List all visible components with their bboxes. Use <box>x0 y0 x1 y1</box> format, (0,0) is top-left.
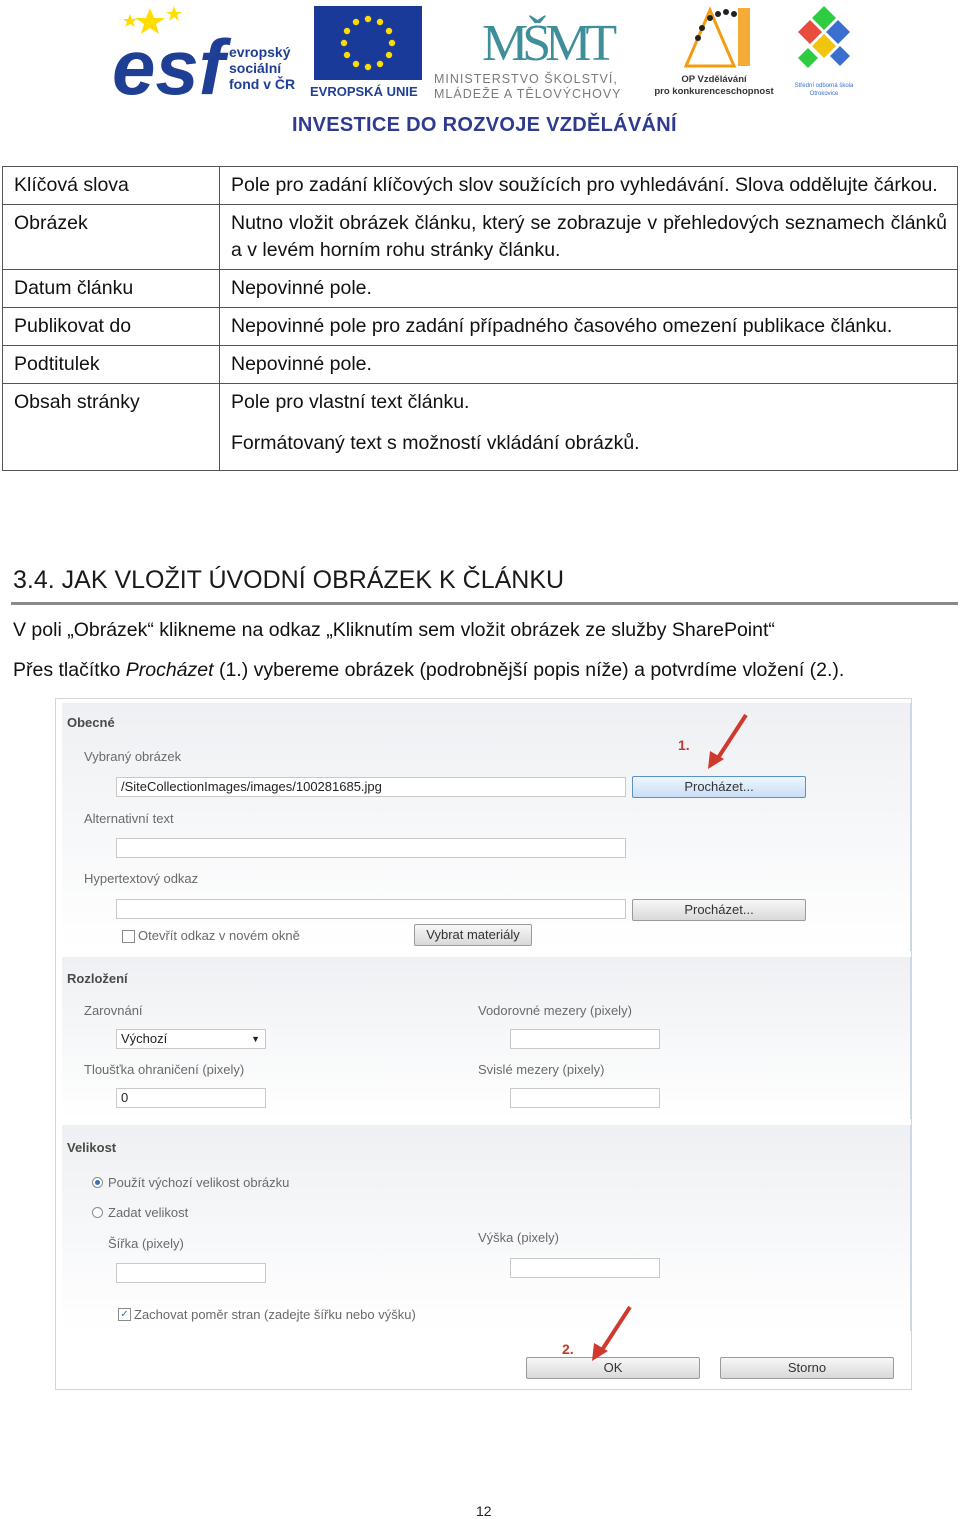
keep-ratio-label: Zachovat poměr stran (zadejte šířku nebo výšku) <box>134 1307 416 1322</box>
alt-text-label: Alternativní text <box>84 811 174 826</box>
description-text: Formátovaný text s možností vkládání obrázků. <box>231 432 640 454</box>
select-materials-button[interactable]: Vybrat materiály <box>414 924 532 946</box>
para2-text: (1.) vybereme obrázek (podrobnější popis níže) a potvrdíme vložení (2.). <box>213 659 845 681</box>
description-text: Nepovinné pole pro zadání případného časového omezení publikace článku. <box>231 315 893 337</box>
school-logo <box>794 4 856 78</box>
field-description-cell <box>220 270 958 308</box>
width-label: Šířka (pixely) <box>108 1236 184 1251</box>
msmt-logo-text <box>434 72 622 102</box>
field-name-cell: Publikovat do <box>3 308 220 346</box>
instruction-paragraph-2 <box>13 659 844 682</box>
width-input[interactable] <box>116 1263 266 1283</box>
field-name-cell: Podtitulek <box>3 346 220 384</box>
general-section <box>62 703 911 951</box>
msmt-text-line: MLÁDEŽE A TĚLOVÝCHOVY <box>434 87 622 101</box>
esf-wordmark: esf <box>112 23 225 111</box>
vertical-spacing-label: Svislé mezery (pixely) <box>478 1062 605 1077</box>
field-description-cell <box>220 167 958 205</box>
image-properties-dialog <box>55 698 912 1390</box>
default-size-radio[interactable] <box>92 1177 103 1188</box>
horizontal-spacing-input[interactable] <box>510 1029 660 1049</box>
msmt-wordmark: MŠMT <box>482 15 612 72</box>
op-logo-text <box>651 74 777 98</box>
page-number: 12 <box>476 1503 492 1519</box>
default-size-label: Použít výchozí velikost obrázku <box>108 1175 290 1190</box>
field-description-cell <box>220 384 958 471</box>
msmt-text-line: MINISTERSTVO ŠKOLSTVÍ, <box>434 72 618 86</box>
esf-text-line: fond v ČR <box>229 76 296 92</box>
layout-section <box>62 957 911 1119</box>
size-section-title: Velikost <box>67 1140 117 1155</box>
field-name-cell: Datum článku <box>3 270 220 308</box>
layout-section-title: Rozložení <box>67 971 128 986</box>
alt-text-input[interactable] <box>116 838 626 858</box>
border-thickness-label: Tloušťka ohraničení (pixely) <box>84 1062 245 1077</box>
custom-size-radio[interactable] <box>92 1207 103 1218</box>
esf-text-line: evropský <box>229 44 291 60</box>
description-text: Nepovinné pole. <box>231 353 372 375</box>
school-text-line: Střední odborná škola <box>794 83 854 89</box>
school-logo-text <box>792 82 856 98</box>
vertical-spacing-input[interactable] <box>510 1088 660 1108</box>
field-description-cell <box>220 308 958 346</box>
para2-text: Přes tlačítko <box>13 659 126 681</box>
alignment-value: Výchozí <box>121 1031 168 1046</box>
custom-size-label: Zadat velikost <box>108 1205 189 1220</box>
alignment-label: Zarovnání <box>84 1003 143 1018</box>
callout-step-2: 2. <box>562 1341 574 1357</box>
alignment-select[interactable] <box>116 1029 266 1049</box>
field-description-cell <box>220 346 958 384</box>
table-row <box>3 205 958 270</box>
school-text-line: Otrokovice <box>809 91 839 97</box>
browse-button[interactable]: Procházet... <box>632 776 806 798</box>
field-description-cell <box>220 205 958 270</box>
esf-logo-text <box>229 44 295 92</box>
ok-button[interactable]: OK <box>526 1357 700 1379</box>
field-name-cell: Klíčová slova <box>3 167 220 205</box>
red-arrow-icon <box>704 711 752 771</box>
description-text: Pole pro zadání klíčových slov soužících pro vyhledávání. Slova oddělujte čárkou. <box>231 174 938 196</box>
horizontal-spacing-label: Vodorovné mezery (pixely) <box>478 1003 632 1018</box>
selected-image-input[interactable]: /SiteCollectionImages/images/100281685.jpg <box>116 777 626 797</box>
field-name-cell: Obrázek <box>3 205 220 270</box>
table-row <box>3 270 958 308</box>
hyperlink-label: Hypertextový odkaz <box>84 871 199 886</box>
heading-underline <box>11 602 958 605</box>
esf-logo <box>112 4 225 111</box>
border-thickness-input[interactable]: 0 <box>116 1088 266 1108</box>
selected-image-label: Vybraný obrázek <box>84 749 182 764</box>
height-input[interactable] <box>510 1258 660 1278</box>
hyperlink-input[interactable] <box>116 899 626 919</box>
open-new-window-label: Otevřít odkaz v novém okně <box>138 928 300 943</box>
table-row <box>3 346 958 384</box>
keep-ratio-checkbox[interactable]: ✓ <box>118 1308 131 1321</box>
logo-banner <box>0 0 960 145</box>
dropdown-arrow-icon: ▼ <box>251 1034 260 1044</box>
slogan: INVESTICE DO ROZVOJE VZDĚLÁVÁNÍ <box>292 114 677 136</box>
op-logo <box>676 4 754 72</box>
field-name-cell: Obsah stránky <box>3 384 220 471</box>
cancel-button[interactable]: Storno <box>720 1357 894 1379</box>
eu-caption: EVROPSKÁ UNIE <box>310 84 418 99</box>
description-text: Nepovinné pole. <box>231 277 372 299</box>
esf-text-line: sociální <box>229 60 282 76</box>
field-description-table <box>2 166 958 471</box>
red-arrow-icon <box>588 1303 636 1363</box>
browse-link-button[interactable]: Procházet... <box>632 899 806 921</box>
table-row <box>3 167 958 205</box>
table-row <box>3 308 958 346</box>
op-text-line: pro konkurenceschopnost <box>654 86 774 97</box>
table-row <box>3 384 958 471</box>
section-heading: 3.4. JAK VLOŽIT ÚVODNÍ OBRÁZEK K ČLÁNKU <box>13 566 565 594</box>
instruction-paragraph-1: V poli „Obrázek“ klikneme na odkaz „Kliknutím sem vložit obrázek ze služby SharePoint“ <box>13 619 775 641</box>
height-label: Výška (pixely) <box>478 1230 559 1245</box>
eu-flag-logo <box>314 6 422 80</box>
msmt-logo <box>480 4 612 72</box>
callout-step-1: 1. <box>678 737 690 753</box>
op-text-line: OP Vzdělávání <box>681 74 747 85</box>
description-text: Nutno vložit obrázek článku, který se zobrazuje v přehledových seznamech článků a v levém horním rohu stránky článku. <box>231 212 947 261</box>
general-section-title: Obecné <box>67 715 115 730</box>
para2-italic-term: Procházet <box>125 659 214 681</box>
description-text: Pole pro vlastní text článku. <box>231 391 470 413</box>
open-new-window-checkbox[interactable] <box>122 930 135 943</box>
size-section <box>62 1125 911 1331</box>
